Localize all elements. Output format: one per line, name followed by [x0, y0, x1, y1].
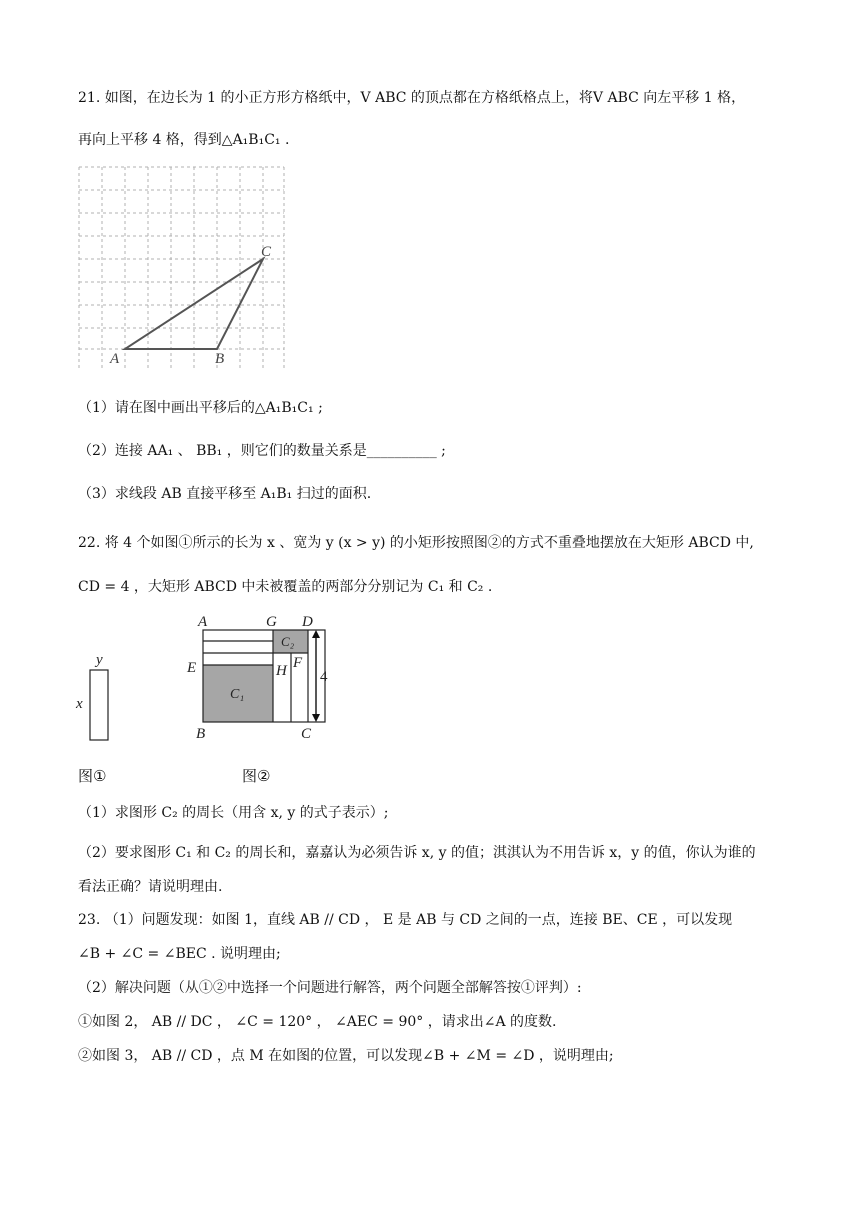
q21-part1: （1）请在图中画出平移后的△A₁B₁C₁ ;	[78, 400, 323, 416]
q23-option2: ②如图 3， AB // CD ，点 M 在如图的位置，可以发现∠B + ∠M = ∠D ，说明理由;	[78, 1048, 614, 1064]
q21-intro-line2: 再向上平移 4 格，得到△A₁B₁C₁ .	[78, 132, 290, 148]
grid-figure	[72, 160, 292, 370]
q22-part1: （1）求图形 C₂ 的周长（用含 x, y 的式子表示）;	[78, 805, 389, 821]
q23-part2: （2）解决问题（从①②中选择一个问题进行解答，两个问题全部解答按①评判）:	[78, 980, 582, 996]
q21-intro-line1: 21. 如图，在边长为 1 的小正方形方格纸中，V ABC 的顶点都在方格纸格点上，将V ABC 向左平移 1 格，	[78, 90, 746, 106]
label-b: B	[196, 726, 206, 742]
q22-intro-line2: CD = 4 ，大矩形 ABCD 中未被覆盖的两部分分别记为 C₁ 和 C₂ .	[78, 579, 493, 595]
figure-1-caption: 图①	[78, 767, 107, 785]
figure-1-small-rectangle	[72, 648, 122, 748]
q21-part3: （3）求线段 AB 直接平移至 A₁B₁ 扫过的面积.	[78, 486, 372, 502]
label-a: A	[198, 614, 208, 630]
figure-2-large-rectangle	[186, 612, 336, 747]
q22-part2-line2: 看法正确？请说明理由.	[78, 879, 223, 895]
vertex-a-label: A	[110, 351, 120, 367]
label-e: E	[187, 660, 197, 676]
small-rectangle	[90, 670, 108, 740]
label-c: C	[301, 726, 312, 742]
q22-intro-line1: 22. 将 4 个如图①所示的长为 x 、宽为 y (x > y) 的小矩形按照图②的方式不重叠地摆放在大矩形 ABCD 中,	[78, 535, 754, 551]
grid-lines	[79, 167, 284, 370]
label-h: H	[276, 663, 287, 679]
q23-option1: ①如图 2， AB // DC ， ∠C = 120° ， ∠AEC = 90° ，请求出∠A 的度数.	[78, 1014, 557, 1030]
label-c2: C₂	[281, 634, 295, 649]
label-f: F	[293, 655, 303, 671]
label-d: D	[302, 614, 313, 630]
label-c1: C₁	[230, 687, 245, 702]
q23-intro-line1: 23. （1）问题发现：如图 1，直线 AB // CD ， E 是 AB 与 CD 之间的一点，连接 BE、CE ，可以发现	[78, 912, 733, 928]
fig1-y-label: y	[96, 652, 103, 668]
q21-part2: （2）连接 AA₁ 、 BB₁ ，则它们的数量关系是__________ ;	[78, 443, 446, 459]
dimension-arrow	[312, 630, 320, 722]
vertex-b-label: B	[215, 351, 225, 367]
q23-intro-line2: ∠B + ∠C = ∠BEC . 说明理由;	[78, 946, 281, 962]
vertex-c-label: C	[261, 244, 272, 260]
fig1-x-label: x	[76, 696, 83, 712]
dimension-value: 4	[320, 669, 328, 685]
q22-part2-line1: （2）要求图形 C₁ 和 C₂ 的周长和，嘉嘉认为必须告诉 x, y 的值；淇淇认为不用告诉 x，y 的值，你认为谁的	[78, 845, 756, 861]
label-g: G	[266, 614, 277, 630]
figure-2-caption: 图②	[242, 767, 271, 785]
